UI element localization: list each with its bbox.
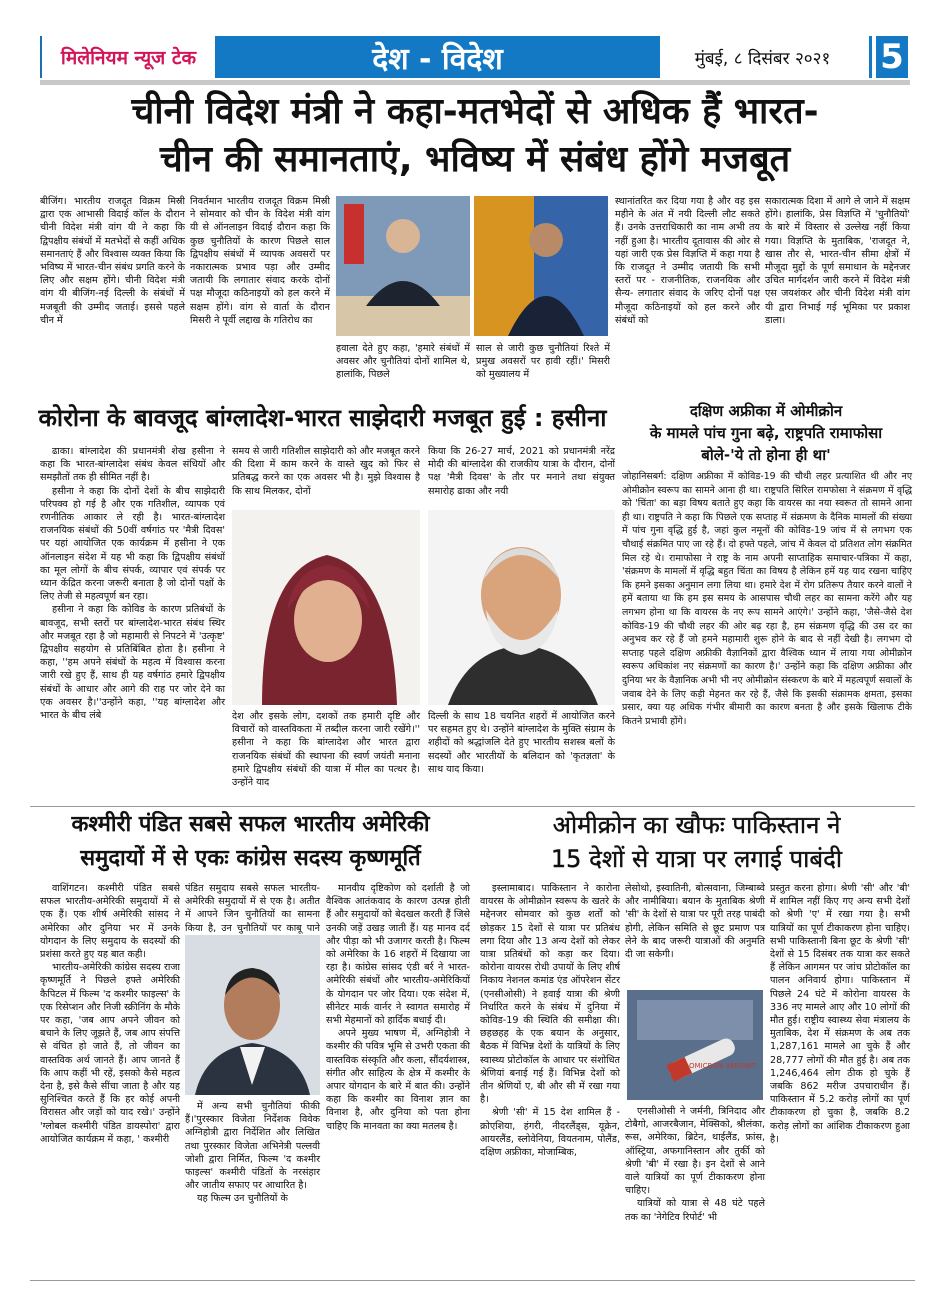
article1-col3: हवाला देते हुए कहा, 'हमारे संबंधों में अवसर और चुनौतियां दोनों शामिल थे, हालांकि, पिछले (336, 343, 470, 381)
headline-line: समुदायों में से एकः कांग्रेस सदस्य कृष्णमूर्ति (80, 846, 421, 871)
sheikh-hasina-photo (232, 510, 420, 705)
headline-line: के मामले पांच गुना बढ़े, राष्ट्रपति रामाफोसा (649, 424, 883, 442)
article5-col3: प्रस्तुत करना होगा। श्रेणी 'सी' और 'बी' में शामिल नहीं किए गए अन्य सभी देशों को श्रेणी 'ए' में रखा गया है। सभी यात्रियों का पूर्ण टीकाकरण होना चाहिए। सभी पाकिस्तानी बिना छूट के श्रेणी 'सी' देशों से 15 दिसंबर तक यात्रा कर सकते हैं लेकिन आगमन पर जांच प्रोटोकॉल का पालन अनिवार्य होगा। पाकिस्तान में पिछले 24 घंटे में कोरोना वायरस के 336 नए मामले आए और 10 लोगों की मौत हुई। राष्ट्रीय स्वास्थ्य सेवा मंत्रालय के मुताबिक, देश में संक्रमण के अब तक 1,287,161 मामले आ चुके हैं और 28,777 लोगों की मौत हुई है। अब तक 1,246,464 लोग ठीक हो चुके हैं जबकि 862 मरीज उपचाराधीन हैं। पाकिस्तान में 5.2 करोड़ लोगों का पूर्ण टीकाकरण हो चुका है, जबकि 8.2 करोड़ लोगों का आंशिक टीकाकरण हुआ है। (770, 883, 910, 1145)
article4-headline (28, 808, 473, 876)
article3-body: जोहानिसबर्ग: दक्षिण अफ्रीका में कोविड-19 की चौथी लहर प्रत्याशित थी और नए ओमीक्रोन स्वरूप का सामने आना ही था। राष्ट्रपति सिरिल रामफोसा ने संक्रमण में वृद्धि को 'चिंता' का बड़ा विषय बताते हुए कहा कि वायरस का नया स्वरूत तो सामने आना ही था। राष्ट्रपति ने कहा कि पिछले एक सप्ताह में संक्रमण के दैनिक मामलों की संख्या में पांच गुना वृद्धि हुई है, जहां कुल नमूनों की कोविड-19 जांच में से लगभग एक चौथाई संक्रमित पाए जा रहे हैं। दो हफ्ते पहले, जांच में केवल दो प्रतिशत लोग संक्रमित मिल रहे थे। रामाफोसा ने राष्ट्र के नाम अपनी साप्ताहिक समाचार-पत्रिका में कहा, 'संक्रमण के मामलों में वृद्धि बहुत चिंता का विषय है लेकिन हमें यह याद रखना चाहिए कि हमने इसका अनुमान लगा लिया था। हमारे देश में रोग प्रतिरूप तैयार करने वालों ने हमें बताया था कि हम इस समय के आसपास चौथी लहर का सामना करेंगे और यह लगभग होना था कि वायरस के नए रूप सामने आएंगे।' उन्होंने कहा, 'जैसे-जैसे देश कोविड-19 की चौथी लहर की ओर बढ़ रहा है, हम संक्रमण वृद्धि की उस दर का अनुभव कर रहे हैं जो हमने महामारी शुरू होने के बाद से नहीं देखी है। लगभग दो सप्ताह पहले दक्षिण अफ्रीकी वैज्ञानिकों द्वारा वैश्विक ध्यान में लाया गया ओमीक्रोन स्वरूप अधिकांश नए संक्रमणों का कारण है।' उन्होंने कहा कि दक्षिण अफ्रीका और दुनिया भर के वैज्ञानिक अभी भी नए ओमीक्रोन संस्करण के बारे में महत्वपूर्ण सवालों के जवाब देने के लिए कड़ी मेहनत कर रहे हैं, जैसे कि इसकी संक्रामक क्षमता, इसका प्रसार, क्या यह अधिक गंभीर बीमारी का कारण बनता है और इसके खिलाफ टीके कितने प्रभावी होंगे। (622, 471, 912, 727)
photo-label: OMICRON VARIANT (689, 1062, 756, 1070)
body-text: ढाका। बांग्लादेश की प्रधानमंत्री शेख हसीना ने कहा कि भारत-बांग्लादेश संबंध केवल संधियों और समझौतों तक ही सीमित नहीं है। हसीना ने कहा कि दोनों देशों के बीच साझेदारी परिपक्व हो गई है और एक गतिशील, व्यापक एवं रणनीतिक आकार ले रही है। भारत-बांग्लादेश राजनयिक संबंधों की 50वीं वर्षगांठ पर 'मैत्री दिवस' पर यहां आयोजित एक कार्यक्रम में हसीना ने एक ऑनलाइन संदेश में यह भी कहा कि द्विपक्षीय संबंधों का मूल लोगों के बीच संपर्क, व्यापार एवं संपर्क पर ध्यान केंद्रित करना जरूरी बनाता है जो दोनों पक्षों के लिए तेजी से महत्वपूर्ण बन रहा। हसीना ने कहा कि कोविड के कारण प्रतिबंधों के बावजूद, सभी स्तरों पर बांग्लादेश-भारत संबंध स्थिर और मजबूत रहा है जो महामारी से निपटने में 'उत्कृष्ट' द्विपक्षीय सहयोग से प्रतिबिंबित होता है। हसीना ने कहा, ''हम अपने संबंधों के महत्व में विश्वास करना जारी रखे हुए हैं, साथ ही यह वर्षगांठ हमारे द्विपक्षीय संबंधों के आधार और आगे की राह पर जोर देने का एक अवसर है।''उन्होंने कहा, ''यह बांग्लादेश और भारत के बीच लंबे (40, 446, 225, 722)
article2-col3-top: किया कि 26-27 मार्च, 2021 को प्रधानमंत्री नरेंद्र मोदी की बांग्लादेश की राजकीय यात्रा के दौरान, दोनों पक्ष 'मैत्री दिवस' के तौर पर मनाने तथा संयुक्त समारोह ढाका और नयी (428, 446, 615, 497)
headline-line: 15 देशों से यात्रा पर लगाई पाबंदी (550, 845, 843, 873)
headline-line: चीन की समानताएं, भविष्य में संबंध होंगे मजबूत (159, 139, 791, 180)
article1-col2: निवर्तमान भारतीय राजदूत विक्रम मिस्री ने सोमवार को चीन के विदेश मंत्री वांग यी से ऑनलाइन विदाई दौरान कहा कि कुछ चुनौतियों के कारण पिछले साल द्विपक्षीय संबंधों में व्यापक अवसरों पर नकारात्मक प्रभाव पड़ा और उम्मीद जतायी कि लगातार संवाद करके दोनों पक्ष मौजूदा कठिनाइयों को हल करने में सक्षम होंगे। वांग से वार्ता के दौरान मिसरी ने पूर्वी लद्दाख के गतिरोध का (190, 196, 330, 326)
article5-col1: इस्लामाबाद। पाकिस्तान ने कारोना वायरस के ओमीक्रोन स्वरूप के खतरे के मद्देनजर सोमवार को कुछ शर्तों को छोड़कर 15 देशों से यात्रा पर प्रतिबंध लगा दिया और 13 अन्य देशों को लेकर यात्रा प्रतिबंधों को कड़ा कर दिया। कोरोना वायरस रोधी उपायों के लिए शीर्ष निकाय नेशनल कमांड एंड ऑपरेशन सेंटर (एनसीओसी) ने हवाई यात्रा की श्रेणी निर्धारित करने के संबंध में दुनिया में कोविड-19 की स्थिति की समीक्षा की। छहछहह के एक बयान के अनुसार, बैठक में विभिन्न देशों के यात्रियों के लिए स्वास्थ्य प्रोटोकॉल के आधार पर संशोधित श्रेणियां बनाई गई हैं। विभिन्न देशों को तीन श्रेणियों ए, बी और सी में रखा गया है। श्रेणी 'सी' में 15 देश शामिल हैं - क्रोएशिया, हंगरी, नीदरलैंड्स, यूक्रेन, आयरलैंड, स्लोवेनिया, वियतनाम, पोलैंड, दक्षिण अफ्रीका, मोजाम्बिक, (480, 883, 620, 1159)
article2-col2-bottom: देश और इसके लोग, दशकों तक हमारी दृष्टि और विचारों को वास्तविकता में तब्दील करना जारी रखेंगे।'' हसीना ने कहा कि बांग्लादेश और भारत द्वारा राजनयिक संबंधों की स्थापना की स्वर्ण जयंती मनाना हमारे द्विपक्षीय संबंधों की यात्रा में मील का पत्थर है। उन्होंने याद (232, 711, 420, 789)
masthead-rule (40, 80, 910, 85)
omicron-test-tube-photo (627, 990, 763, 1100)
article5-col2-top: लेसोथो, इस्वातिनी, बोत्सवाना, जिम्बाब्वे और नामीबिया। बयान के मुताबिक श्रेणी 'सी' के देशों से यात्रा पर पूरी तरह पाबंदी होगी, लेकिन समिति से छूट प्रमाण पत्र लेने के बाद जरूरी यात्राओं की अनुमति दी जा सकेगी। (625, 883, 765, 961)
section-title: देश - विदेश (215, 36, 660, 78)
headline-line: कश्मीरी पंडित सबसे सफल भारतीय अमेरिकी (71, 812, 430, 837)
wang-yi-photo (336, 196, 470, 336)
page-number: 5 (872, 36, 908, 78)
article1-headline (40, 88, 910, 184)
article4-col2-top: पंडित समुदाय सबसे सफल भारतीय-अमेरिकी समुदायों में से एक है। अतीत में आपने जिन चुनौतियों का सामना किया है, उन चुनौतियों पर काबू पाने (185, 883, 320, 934)
article1-col5: स्थानांतरित कर दिया गया है और वह इस महीने के अंत में नयी दिल्ली लौट सकते हैं। उनके उत्तराधिकारी का नाम अभी तय नहीं हुआ है। भारतीय दूतावास की ओर से यहां जारी एक प्रेस विज्ञप्ति में कहा गया है कि राजदूत ने उम्मीद जतायी कि सभी स्तरों पर - राजनीतिक, राजनयिक और सैन्य- लगातार संवाद के जरिए दोनों पक्ष मौजूदा कठिनाइयों को हल करने और संबंधों को (615, 196, 760, 326)
raja-krishnamoorthi-photo (185, 935, 320, 1095)
article1-col4: साल से जारी कुछ चुनौतियां रिश्ते में प्रमुख अवसरों पर हावी रहीं।' मिसरी को मुख्यालय में (476, 343, 610, 381)
article5-headline (478, 808, 915, 876)
headline-line: चीनी विदेश मंत्री ने कहा-मतभेदों से अधिक हैं भारत- (131, 91, 819, 132)
narendra-modi-photo (428, 510, 615, 705)
article1-col6: सकारात्मक दिशा में आगे ले जाने में सक्षम होंगे। हालांकि, प्रेस विज्ञप्ति में 'चुनौतियों' के बारे में विस्तार से उल्लेख नहीं किया गया। विज्ञप्ति के मुताबिक, 'राजदूत ने, खास तौर से, भारत-चीन सीमा क्षेत्रों में मौजूदा मुद्दों के पूर्ण समाधान के मद्देनजर उचित मार्गदर्शन जारी करने में विदेश मंत्री एस जयशंकर और चीनी विदेश मंत्री वांग यी द्वारा निभाई गई भूमिका पर प्रकाश डाला। (765, 196, 910, 326)
vikram-misri-photo (474, 196, 608, 336)
dateline: मुंबई, ८ दिसंबर २०२१ (694, 48, 831, 69)
paper-name-logo: मिलेनियम न्यूज टेक (40, 36, 215, 78)
article4-col3: मानवीय दृष्टिकोण को दर्शाती है जो वैश्विक आतंकवाद के कारण उत्पन्न होती हैं और समुदायों को बेदखल करती हैं जिसे उनकी जड़ें उखड़ जाती हैं। यह मानव दर्द और पीड़ा को भी उजागर करती है। फिल्म को अमेरिका के 16 शहरों में दिखाया जा रहा है। कांग्रेस सांसद एंडी बर्र ने भारत-अमेरिकी संबंधों और भारतीय-अमेरिकियों के योगदान पर जोर दिया। एक संदेश में, सीनेटर मार्क वार्नर ने स्वागत समारोह में सभी मेहमानों को हार्दिक बधाई दी। अपने मुख्य भाषण में, अग्निहोत्री ने कश्मीर की पवित्र भूमि से उभरी एकता की वास्तविक संस्कृति और कला, सौंदर्यशास्त्र, संगीत और साहित्य के क्षेत्र में कश्मीर के अपार योगदान के बारे में बात की। उन्होंने कहा कि कश्मीर का विनाश ज्ञान का विनाश है, और दुनिया को पता होना चाहिए कि मानवता का क्या मतलब है। (326, 883, 470, 1132)
article2-col2-top: समय से जारी गतिशील साझेदारी को और मजबूत करने की दिशा में काम करने के वास्ते खुद को फिर से प्रतिबद्ध करने का एक अवसर भी है। मुझे विश्वास है कि साथ मिलकर, दोनों (232, 446, 420, 497)
headline-line: दक्षिण अफ्रीका में ओमीक्रोन (689, 402, 843, 420)
article2-headline: कोरोना के बावजूद बांग्लादेश-भारत साझेदारी मजबूत हुई : हसीना (38, 404, 607, 432)
article1-photo (336, 196, 608, 336)
article4-col1: वाशिंगटन। कश्मीरी पंडित सबसे सफल भारतीय-अमेरिकी समुदायों में से एक हैं। एक शीर्ष अमेरिकी सांसद ने अमेरिका और दुनिया भर में उनके योगदान के लिए समुदाय के सदस्यों की प्रशंसा करते हुए यह बात कही। भारतीय-अमेरिकी कांग्रेस सदस्य राजा कृष्णमूर्ति ने पिछले हफ्ते अमेरिकी कैपिटल में फिल्म 'द कश्मीर फाइल्स' के एक रिसेप्शन और निजी स्क्रीनिंग के मौके पर कहा, 'जब आप अपने जीवन को बचाने के लिए जूझते हैं, जब आप संपत्ति से वंचित हो जाते हैं, तो जीवन का वास्तविक अर्थ जानते हैं। आप जानते हैं कि आप कहीं भी रहें, इसको कैसे महत्व देना है, इसे कैसे सींचा जाता है और यह सुनिश्चित करते हैं कि हर कोई अपनी विरासत और जड़ों को याद रखे।' उन्होंने 'ग्लोबल कश्मीरी पंडित डायस्पोरा' द्वारा आयोजित कार्यक्रम में कहा, ' कश्मीरी (40, 883, 180, 1145)
article2-col1 (40, 445, 225, 797)
article3-headline (620, 400, 912, 466)
headline-line: बोले-'ये तो होना ही था' (701, 446, 831, 464)
article1-col1: बीजिंग। भारतीय राजदूत विक्रम मिस्री द्वारा एक आभासी विदाई कॉल के दौरान चीनी विदेश मंत्री वांग यी ने कहा कि द्विपक्षीय संबंधों में मतभेदों से कहीं अधिक समानताएं हैं और विश्वास व्यक्त किया कि भविष्य में भारत-चीन संबंध प्रगति करने के लिए और सक्षम होंगे। चीनी विदेश मंत्री वांग यी बीजिंग-नई दिल्ली के संबंधों में मजबूती की उम्मीद जताई। इससे पहले चीन में (40, 196, 185, 326)
headline-line: ओमीक्रोन का खौफः पाकिस्तान ने (552, 811, 841, 839)
section-divider (30, 806, 915, 807)
article5-col2-bottom: एनसीओसी ने जर्मनी, त्रिनिदाद और टोबैगो, आजरबैजान, मेक्सिको, श्रीलंका, रूस, अमेरिका, ब्रिटेन, थाईलैंड, फ्रांस, ऑस्ट्रिया, अफगानिस्तान और तुर्की को श्रेणी 'बी' में रखा है। इन देशों से आने वाले यात्रियों का पूर्ण टीकाकरण होना चाहिए। यात्रियों को यात्रा से 48 घंटे पहले तक का 'नेगेटिव रिपोर्ट' भी (625, 1106, 765, 1223)
article2-col3-bottom: दिल्ली के साथ 18 चयनित शहरों में आयोजित करने पर सहमत हुए थे। उन्होंने बांग्लादेश के मुक्ति संग्राम के शहीदों को श्रद्धांजलि देते हुए भारतीय सशस्त्र बलों के सदस्यों और भारतीयों के बलिदान को 'कृतज्ञता' के साथ याद किया। (428, 711, 615, 775)
article4-col2-bottom: में अन्य सभी चुनौतियां फीकी हैं।'पुरस्कार विजेता निर्देशक विवेक अग्निहोत्री द्वारा निर्देशित और लिखित तथा पुरस्कार विजेता अभिनेत्री पल्लवी जोशी द्वारा निर्मित, फिल्म 'द कश्मीर फाइल्स' कश्मीरी पंडितों के नरसंहार और जातीय सफाए पर आधारित है। यह फिल्म उन चुनौतियों के (185, 1101, 320, 1205)
footer-rule (30, 1280, 915, 1281)
